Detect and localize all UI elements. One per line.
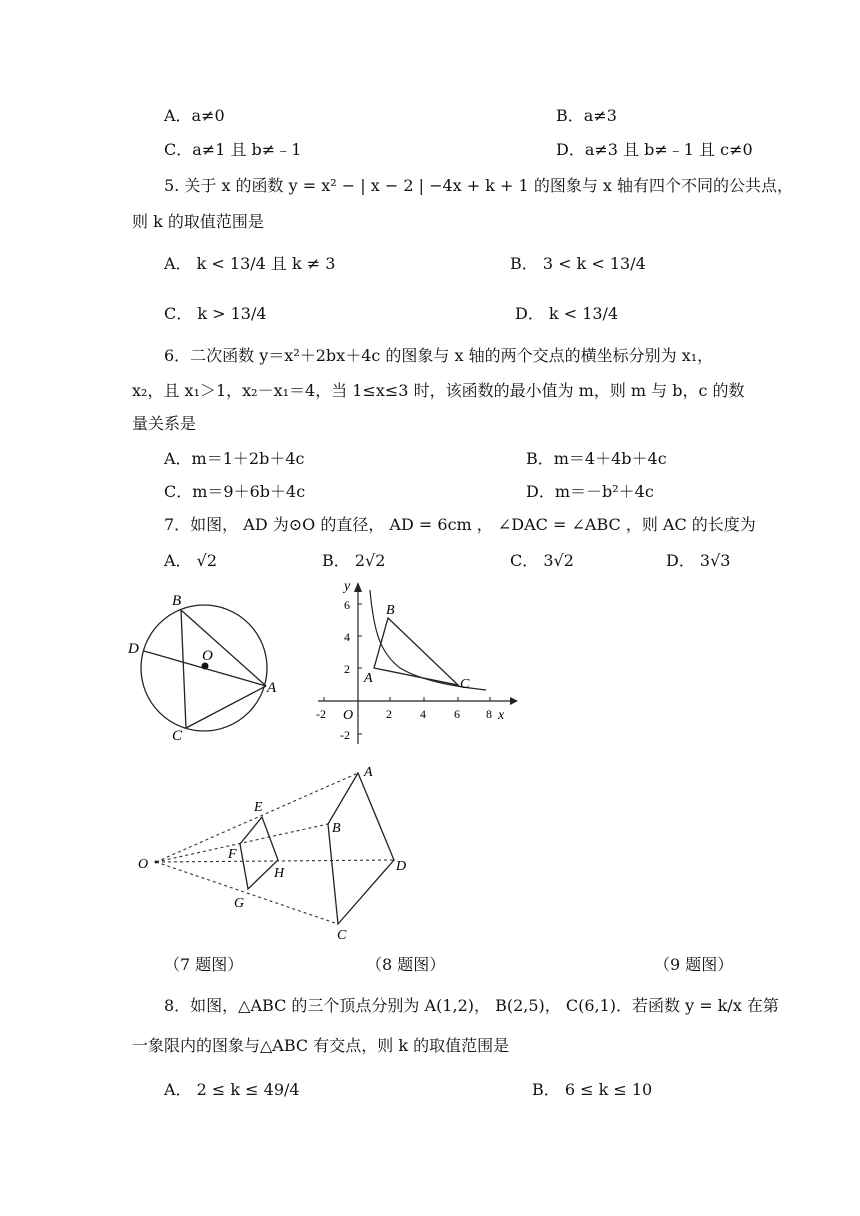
label-b: B: [386, 603, 395, 618]
caption-fig9: （9 题图）: [654, 955, 734, 974]
label-a: A: [267, 680, 277, 696]
axis-y-label: y: [344, 579, 351, 594]
quadrilateral-abcd: [328, 773, 394, 924]
label-f: F: [228, 847, 237, 862]
y-axis-arrow: [354, 582, 362, 592]
q7-option-c: C． 3√2: [510, 551, 574, 570]
quadrilateral-efgh: [240, 817, 278, 889]
label-o: O: [138, 857, 149, 872]
label-a: A: [364, 765, 373, 780]
q6-line3: 量关系是: [132, 414, 197, 433]
label-b: B: [332, 821, 341, 836]
q8-option-b: B． 6 ≤ k ≤ 10: [532, 1080, 653, 1099]
q8-line2: 一象限内的图象与△ABC 有交点，则 k 的取值范围是: [132, 1036, 510, 1055]
q4-option-b: B．a≠3: [556, 106, 617, 125]
label-c: C: [337, 928, 347, 943]
q6-line1: 6．二次函数 y＝x²＋2bx＋4c 的图象与 x 轴的两个交点的横坐标分别为 x₁，: [164, 346, 714, 365]
figure-7-circle: [124, 588, 284, 748]
label-c: C: [172, 728, 183, 744]
xtick-4: 4: [420, 707, 426, 721]
figure-8-plot: [310, 576, 520, 748]
q5-option-b: B． 3 < k < 13/4: [510, 254, 646, 273]
x-axis-arrow: [510, 697, 518, 705]
q5-line2: 则 k 的取值范围是: [132, 212, 264, 231]
q6-line2: x₂，且 x₁＞1，x₂－x₁＝4，当 1≤x≤3 时，该函数的最小值为 m，则 m 与 b，c 的数: [132, 381, 745, 400]
xtick-8: 8: [486, 707, 492, 721]
xtick-6: 6: [454, 707, 460, 721]
origin-label: O: [343, 708, 354, 723]
ytick-neg2: -2: [340, 728, 350, 742]
label-g: G: [234, 896, 245, 911]
q4-option-c: C．a≠1 且 b≠﹣1: [164, 140, 302, 159]
xtick-2: 2: [386, 707, 392, 721]
xtick-neg2: -2: [316, 707, 326, 721]
segment-bc: [181, 610, 186, 728]
label-d: D: [128, 641, 139, 657]
q7-line1: 7．如图， AD 为⊙O 的直径， AD = 6cm ， ∠DAC = ∠ABC ，则 AC 的长度为: [164, 515, 756, 534]
segment-ba: [181, 610, 266, 686]
label-b: B: [172, 593, 182, 609]
q5-option-d: D． k < 13/4: [515, 304, 619, 323]
q5-option-a: A． k < 13/4 且 k ≠ 3: [164, 254, 336, 273]
q6-option-c: C．m＝9＋6b＋4c: [164, 482, 306, 501]
q6-option-b: B．m＝4＋4b＋4c: [526, 449, 667, 468]
q4-option-d: D．a≠3 且 b≠﹣1 且 c≠0: [556, 140, 753, 159]
q7-option-b: B． 2√2: [322, 551, 386, 570]
q5-option-c: C． k > 13/4: [164, 304, 267, 323]
q7-option-a: A． √2: [164, 551, 218, 570]
ytick-4: 4: [344, 630, 350, 644]
label-d: D: [396, 859, 407, 874]
axis-x-label: x: [498, 708, 505, 723]
q6-option-a: A．m＝1＋2b＋4c: [164, 449, 305, 468]
q6-option-d: D．m＝－b²＋4c: [526, 482, 654, 501]
label-e: E: [254, 800, 263, 815]
ytick-6: 6: [344, 598, 350, 612]
q8-option-a: A． 2 ≤ k ≤ 49/4: [164, 1080, 300, 1099]
caption-fig8: （8 题图）: [366, 955, 446, 974]
label-o: O: [202, 648, 213, 664]
figure-9-homothety: [130, 756, 430, 950]
label-h: H: [274, 866, 285, 881]
q4-option-a: A．a≠0: [164, 106, 225, 125]
caption-fig7: （7 题图）: [164, 955, 244, 974]
q7-option-d: D． 3√3: [666, 551, 731, 570]
label-c: C: [460, 677, 470, 692]
q5-line1: 5. 关于 x 的函数 y = x² − | x − 2 | −4x + k + 1 的图象与 x 轴有四个不同的公共点，: [164, 176, 794, 195]
label-a: A: [364, 671, 373, 686]
ytick-2: 2: [344, 662, 350, 676]
q8-line1: 8．如图，△ABC 的三个顶点分别为 A(1,2)， B(2,5)， C(6,1)．若函数 y = k/x 在第: [164, 996, 779, 1015]
